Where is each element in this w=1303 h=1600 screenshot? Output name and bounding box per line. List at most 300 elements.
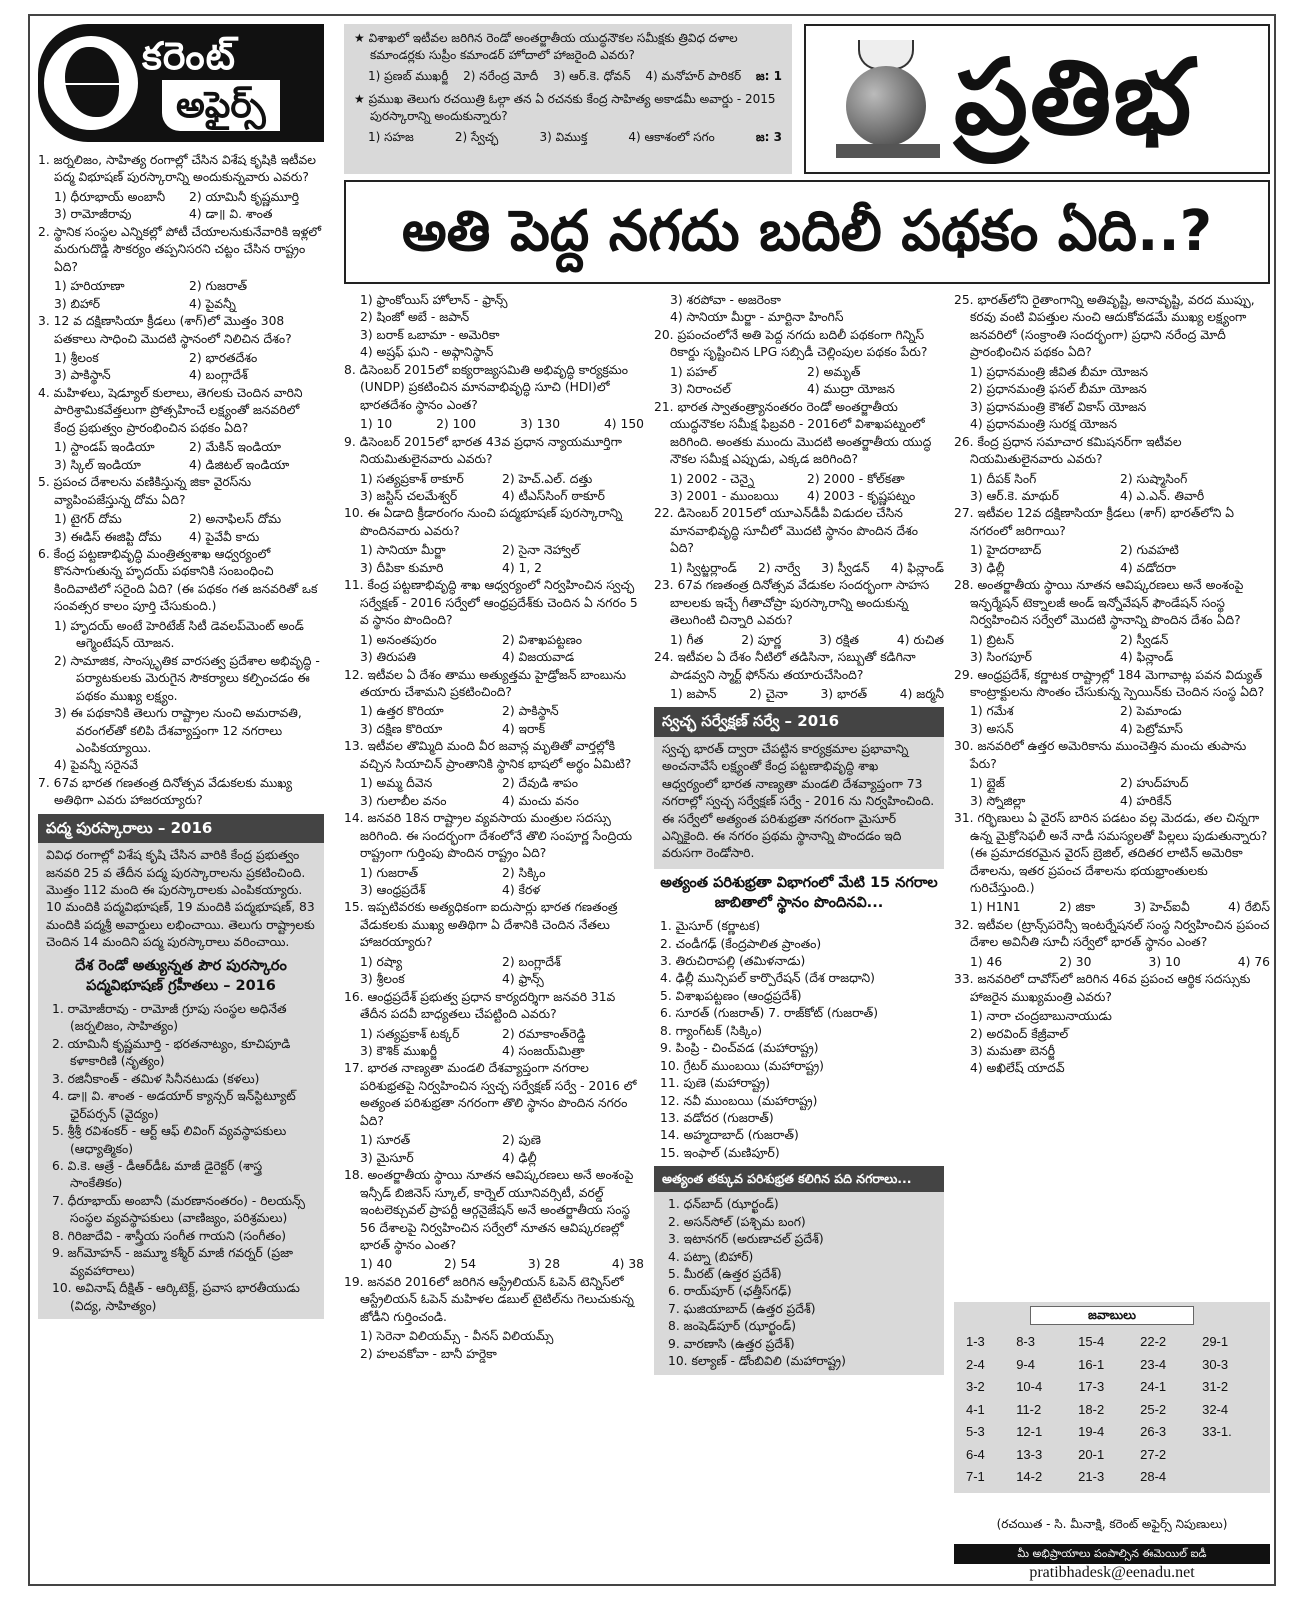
option: 2) 30 <box>1059 954 1092 969</box>
option: 2) పాకిస్థాన్ <box>502 704 559 719</box>
options <box>344 632 644 667</box>
option: 3) ఈ పథకానికి తెలుగు రాష్ట్రాల నుంచి అమరావతి, వరంగల్‌తో కలిపి దేశవ్యాప్తంగా 12 నగరాలు ఎంపికయ్యాయి. <box>54 706 302 755</box>
options <box>954 899 1270 916</box>
option: 3) 28 <box>527 1257 561 1272</box>
list-item: 4. పట్నా (బిహార్) <box>668 1249 754 1264</box>
option: 3) శరపోవా - అజరెంకా <box>670 293 781 307</box>
option: 2) బంగ్లాదేశ్ <box>502 954 561 969</box>
option: 2) 100 <box>436 417 477 432</box>
question: 29. ఆంధ్రప్రదేశ్, కర్ణాటక రాష్ట్రాల్లో 184 మెగావాట్ల పవన విద్యుత్ కాంట్రాక్టులను సొంతం చేసుకున్న స్పెయిన్‌కు చెందిన సంస్థ ఏది? <box>954 667 1265 699</box>
answer-cell: 28-4 <box>1140 1469 1167 1485</box>
option: 2) సిక్కిం <box>502 865 546 880</box>
option: 4) అష్రఫ్ ఘని - అఫ్గానిస్థాన్ <box>360 345 494 360</box>
top-question: ★ ప్రముఖ తెలుగు రచయిత్రి ఓల్గా తన ఏ రచనకు కేంద్ర సాహిత్య అకాడమీ అవార్డు - 2015 పురస్కారాన్ని అందుకున్నారు? <box>354 92 776 124</box>
options <box>654 686 944 703</box>
answer-cell: 26-3 <box>1140 1424 1167 1440</box>
option: 1) దీపక్ సింగ్ <box>970 471 1037 486</box>
option: 1) శ్రీలంక <box>54 350 99 365</box>
options <box>954 954 1270 971</box>
answer-cell: 16-1 <box>1078 1356 1105 1372</box>
list-item: 14. అహ్మదాబాద్ (గుజరాత్) <box>660 1128 799 1143</box>
option: 1) అనంతపురం <box>360 632 437 647</box>
option: 2) సైనా నెహ్వాల్ <box>502 543 580 558</box>
question: 25. భారత్‌లోని రైతాంగాన్ని అతివృష్టి, అనావృష్టి, వరద ముప్పు, కరవు వంటి విపత్తుల నుంచి ఆదుకోవడమే ముఖ్య లక్ష్యంగా జనవరిలో (సంక్రాంతి సందర్భంగా) ప్రధాని నరేంద్ర మోదీ ప్రారంభించిన పథకం ఏది? <box>954 293 1255 360</box>
option: 4) 2003 - కృష్ణపట్నం <box>807 488 916 503</box>
option: 1) ఫ్రాంకోయిస్ హోలాన్ - ఫ్రాన్స్ <box>360 293 508 307</box>
newspaper-page <box>28 14 1276 1586</box>
answer-cell: 1-3 <box>966 1334 985 1350</box>
option: 2) సుష్మాసింగ్ <box>1120 471 1188 486</box>
list-item: 13. వడోదర (గుజరాత్) <box>660 1111 774 1126</box>
option: 4) పైవన్నీ సరైనవే <box>54 758 139 773</box>
options <box>954 364 1270 434</box>
answer-cell: 5-3 <box>966 1424 985 1440</box>
option: 4) 38 <box>611 1257 644 1272</box>
swachh-body: స్వచ్ఛ భారత్ ద్వారా చేపట్టిన కార్యక్రమాల ప్రభావాన్ని అంచనావేసే లక్ష్యంతో కేంద్ర పట్టణాభివృద్ధి శాఖ ఆధ్వర్యంలో భారత నాణ్యతా మండలి దేశవ్యాప్తంగా 73 నగరాల్లో స్వచ్ఛ సర్వేక్షణ్ సర్వే - 2016 ను నిర్వహించింది. ఈ సర్వేలో అత్యంత పరిశుభ్రతా నగరంగా మైసూర్ ఎన్నికైంది. ఈ నగరం ప్రథమ స్థానాన్ని పొందడం ఇది వరుసగా రెండోసారి. <box>662 741 935 861</box>
option: 4) ముద్రా యోజన <box>807 382 895 397</box>
swachh-section <box>654 737 944 869</box>
option: 3) స్కిల్ ఇండియా <box>54 457 141 472</box>
options <box>954 632 1270 667</box>
pratibha-brand <box>804 24 1270 174</box>
option: 4) డా॥ వి. శాంత <box>189 207 273 222</box>
option: 2) స్వేచ్ఛ <box>454 130 499 145</box>
option: 1) గుజరాత్ <box>360 865 419 880</box>
options <box>344 416 644 433</box>
question: 26. కేంద్ర ప్రధాన సమాచార కమిషనర్‌గా ఇటీవల నియమితులైనవారు ఎవరు? <box>954 434 1182 467</box>
question: 10. ఈ ఏడాది క్రీడారంగం నుంచి పద్మభూషణ్ పురస్కారాన్ని పొందినవారు ఎవరు? <box>344 506 623 538</box>
option: 3) మమతా బెనర్జీ <box>970 1044 1056 1059</box>
options <box>344 471 644 506</box>
top-question: ★ విశాఖలో ఇటీవల జరిగిన రెండో అంతర్జాతీయ యుద్ధనౌకల సమీక్షకు త్రివిధ దళాల కమాండర్లకు సుప్రీం కమాండర్ హోదాలో హాజరైంది ఎవరు? <box>354 31 738 63</box>
globe-icon <box>44 36 138 130</box>
option: 1) హృదయ్ అంటే హెరిటేజ్ సిటీ డెవలప్‌మెంట్ అండ్ ఆగ్మెంటేషన్ యోజన. <box>54 618 304 651</box>
option: 1) సానియా మీర్జా <box>360 543 446 558</box>
option: 4) జర్మనీ <box>899 686 944 701</box>
options <box>654 471 944 506</box>
answer-cell <box>1196 1466 1264 1488</box>
option: 2) స్వీడన్ <box>1120 632 1169 647</box>
question: 23. 67వ గణతంత్ర దినోత్సవ వేడుకల సందర్భంగా సాహస బాలలకు ఇచ్చే గీతాచోప్రా పురస్కారాన్ని అందుకున్న తెలుగింటి చిన్నారి ఎవరు? <box>654 578 930 628</box>
options <box>344 703 644 738</box>
option: 1) జపాన్ <box>670 686 717 701</box>
answer-cell: 18-2 <box>1078 1401 1105 1417</box>
option: 4) పైవన్నీ <box>189 296 236 311</box>
options <box>654 632 944 649</box>
column-1 <box>38 152 324 1319</box>
question: 15. ఇప్పటివరకు అత్యధికంగా ఐదుసార్లు భారత గణతంత్ర వేడుకలకు ముఖ్య అతిథిగా ఏ దేశానికి చెందిన నేతలు హాజరయ్యారు? <box>344 900 618 950</box>
page-headline: అతి పెద్ద నగదు బదిలీ పథకం ఏది..? <box>344 180 1270 284</box>
column-2 <box>344 292 644 1363</box>
option: 4) ప్రధానమంత్రి సురక్ష యోజన <box>970 417 1117 432</box>
options <box>344 954 644 989</box>
answer-cell: 11-2 <box>1016 1401 1042 1417</box>
option: 3) భారత్ <box>820 686 868 701</box>
option: 3) ఈడిస్ ఈజిప్టి దోమ <box>54 529 162 544</box>
option: 3) పాకిస్థాన్ <box>54 368 111 383</box>
option: 3) విముక్త <box>539 130 588 145</box>
answer-cell: 13-3 <box>1016 1446 1043 1462</box>
answer-row <box>960 1354 1264 1376</box>
question: 4. మహిళలు, షెడ్యూల్ కులాలు, తెగలకు చెందిన వారిని పారిశ్రామికవేత్తలుగా ప్రోత్సహించే లక్ష్యంతో జనవరిలో కేంద్ర ప్రభుత్వం ప్రారంభించిన పథకం ఏది? <box>38 385 303 435</box>
option: 3) ఆంధ్రప్రదేశ్ <box>360 882 426 897</box>
padma-subheading: దేశ రెండో అత్యున్నత పౌర పురస్కారం పద్మవిభూషణ్ గ్రహీతలు – 2016 <box>75 957 287 995</box>
option: 4) వడోదరా <box>1120 560 1176 575</box>
option: 1) 40 <box>360 1257 393 1272</box>
list-item: 9. వారణాసి (ఉత్తర ప్రదేశ్) <box>668 1336 795 1351</box>
option: 1) స్టాండప్ ఇండియా <box>54 440 155 455</box>
option: 1) సత్యప్రకాశ్ ఠాకూర్ <box>360 471 464 486</box>
option: 2) సామాజిక, సాంస్కృతిక వారసత్వ ప్రదేశాల అభివృద్ధి - పర్యాటకులకు మెరుగైన సౌకర్యాలు కల్పించడం ఈ పథకం ముఖ్య లక్ష్యం. <box>54 653 320 703</box>
option: 3) దక్షిణ కొరియా <box>360 721 443 736</box>
answers-table <box>960 1331 1264 1488</box>
question: 19. జనవరి 2016లో జరిగిన ఆస్ట్రేలియన్ ఓపెన్ టెన్నిస్‌లో ఆస్ట్రేలియన్ ఓపెన్ మహిళల డబుల్ టైటిల్‌ను గెలుచుకున్న జోడీని గుర్తించండి. <box>344 1274 634 1324</box>
list-item: 5. మీరట్ (ఉత్తర ప్రదేశ్) <box>668 1266 782 1281</box>
options <box>344 1256 644 1273</box>
option: 3) తిరుపతి <box>360 650 417 665</box>
list-item: 8. జంషెడ్‌పూర్ (ఝార్ఖండ్) <box>668 1319 797 1334</box>
option: 4) సానియా మీర్జా - మార్టినా హింగిస్ <box>670 310 844 325</box>
option: 4) సంజయ్‌మిత్రా <box>502 1044 585 1059</box>
question: 3. 12 వ దక్షిణాసియా క్రీడలు (శాగ్)లో మొత్తం 308 పతకాలు సాధించి మొదటి స్థానంలో నిలిచిన దేశం? <box>38 314 292 346</box>
option: 4) బంగ్లాదేశ్ <box>189 368 248 383</box>
option: 2) నరేంద్ర మోదీ <box>463 69 539 84</box>
option: 4) ఢిల్లీ <box>502 1150 537 1165</box>
options <box>38 618 324 775</box>
option: 2) హుద్‌హుద్ <box>1120 776 1189 791</box>
logo-line2: అఫైర్స్ <box>162 80 280 131</box>
option: 3) ఆర్.కె. మాథుర్ <box>970 488 1059 503</box>
answer-cell: 27-2 <box>1140 1446 1167 1462</box>
option: 2) భారతదేశం <box>189 350 258 365</box>
option: 1) H1N1 <box>970 900 1021 915</box>
question: 7. 67వ భారత గణతంత్ర దినోత్సవ వేడుకలకు ముఖ్య అతిథిగా ఎవరు హాజరయ్యారు? <box>38 775 293 808</box>
option: 3) స్వీడన్ <box>821 560 870 575</box>
answer-row <box>960 1331 1264 1353</box>
option: 2) జికా <box>1058 900 1096 915</box>
column-4 <box>954 292 1270 1078</box>
option: 4) డిజిటల్ ఇండియా <box>189 457 290 472</box>
options <box>654 292 944 327</box>
option: 2) విశాఖపట్టణం <box>502 632 583 647</box>
option: 4) అఖిలేష్ యాదవ్ <box>970 1061 1065 1076</box>
list-item: 6. రాయ్‌పూర్ (ఛత్తీస్‌గఢ్) <box>668 1284 792 1299</box>
option: 1) ప్రణబ్ ముఖర్జీ <box>368 69 449 84</box>
option: 3) మైసూర్ <box>360 1150 414 1165</box>
question: 11. కేంద్ర పట్టణాభివృద్ధి శాఖ ఆధ్వర్యంలో నిర్వహించిన స్వచ్ఛ సర్వేక్షణ్ - 2016 సర్వేలో ఆంధ్రప్రదేశ్‌కు చెందిన ఏ నగరం 5 వ స్థానం పొందింది? <box>344 578 638 628</box>
option: 3) ఢిల్లీ <box>970 560 1005 575</box>
option: 3) జస్టిస్ చలమేశ్వర్ <box>360 488 458 503</box>
option: 2) యామినీ కృష్ణమూర్తి <box>189 189 300 204</box>
question: 33. జనవరిలో దావోస్‌లో జరిగిన 46వ ప్రపంచ ఆర్థిక సదస్సుకు హాజరైన ముఖ్యమంత్రి ఎవరు? <box>954 972 1251 1004</box>
list-item: 8. గ్యాంగ్‌టక్ (సిక్కిం) <box>660 1023 763 1038</box>
option: 3) గులాబీల వనం <box>360 793 447 808</box>
answer-cell: 32-4 <box>1202 1401 1229 1417</box>
options <box>344 1026 644 1061</box>
option: 3) 10 <box>1148 954 1181 969</box>
option: 4) రేబిస్ <box>1228 900 1270 915</box>
option: 2) అరవింద్ కేజ్రీవాల్ <box>970 1026 1069 1041</box>
books-icon <box>836 144 940 158</box>
email-address: pratibhadesk@eenadu.net <box>1029 1564 1195 1581</box>
answer-cell: 17-3 <box>1078 1379 1105 1395</box>
option: 1) అమ్మ దీవెన <box>360 776 433 791</box>
option: 2) దేవుడి శాపం <box>502 776 578 791</box>
answer-cell: 2-4 <box>966 1356 985 1372</box>
option: 1) సహజ <box>368 130 414 145</box>
option: 2) 2000 - కోల్‌కతా <box>807 471 905 486</box>
options <box>954 775 1270 810</box>
option: 2) చైనా <box>749 686 788 701</box>
options <box>654 364 944 399</box>
option: 3) దీపికా కుమారి <box>360 560 444 575</box>
option: 4) 76 <box>1237 954 1270 969</box>
options <box>954 1008 1270 1078</box>
option: 4) మంచు వనం <box>502 793 579 808</box>
option: 3) ప్రధానమంత్రి కౌశల్ వికాస్ యోజన <box>970 399 1147 414</box>
option: 3) స్నోజిల్లా <box>970 793 1026 808</box>
option: 1) సెరెనా విలియమ్స్ - వీనస్ విలియమ్స్ <box>360 1329 554 1344</box>
list-item: 2. యామినీ కృష్ణమూర్తి - భరతనాట్యం, కూచిపూడి కళాకారిణి (నృత్యం) <box>52 1036 291 1069</box>
options <box>954 471 1270 506</box>
list-item: 6. వి.కె. ఆత్రే - డీఆర్‌డీఓ మాజీ డైరెక్టర్ (శాస్త్ర సాంకేతికం) <box>52 1159 263 1191</box>
question: 17. భారత నాణ్యతా మండలి దేశవ్యాప్తంగా నగరాల పరిశుభ్రతపై నిర్వహించిన స్వచ్ఛ సర్వేక్షణ్ సర్వే - 2016 లో అత్యంత పరిశుభ్రతా నగరంగా తొలి స్థానం పొందిన నగరం ఏది? <box>344 1061 637 1128</box>
list-item: 7. ఘజియాబాద్ (ఉత్తర ప్రదేశ్) <box>668 1301 816 1316</box>
option: 1) నారా చంద్రబాబునాయుడు <box>970 1009 1112 1024</box>
list-item: 1. రామోజీరావు - రామోజీ గ్రూపు సంస్థల అధినేత (జర్నలిజం, సాహిత్యం) <box>52 1001 287 1034</box>
option: 2) 54 <box>443 1257 477 1272</box>
answer-row <box>960 1421 1264 1443</box>
option: 1) బ్రిటన్ <box>970 632 1015 647</box>
option: 3) అసన్ <box>970 721 1014 736</box>
option: 1) పహల్ <box>670 364 717 379</box>
question: 27. ఇటీవల 12వ దక్షిణాసియా క్రీడలు (శాగ్) భారత్‌లోని ఏ నగరంలో జరిగాయి? <box>954 506 1235 538</box>
list-item: 11. పుణె (మహారాష్ట్ర) <box>660 1076 770 1091</box>
question: 8. డిసెంబర్ 2015లో ఐక్యరాజ్యసమితి అభివృద్ధి కార్యక్రమం (UNDP) ప్రకటించిన మానవాభివృద్ధి సూచి (HDI)లో భారతదేశం స్థానం ఎంత? <box>344 362 629 412</box>
question: 21. భారత స్వాతంత్ర్యానంతరం రెండో అంతర్జాతీయ యుద్ధనౌకల సమీక్ష ఫిబ్రవరి - 2016లో విశాఖపట్నంలో జరిగింది. అంతకు ముందు మొదటి అంతర్జాతీయ యుద్ధ నౌకల సమీక్ష ఎప్పుడు, ఎక్కడ జరిగింది? <box>654 399 932 467</box>
options <box>344 542 644 577</box>
top-answer: జ: 3 <box>755 130 782 145</box>
answer-row <box>960 1376 1264 1398</box>
option: 2) రమాకాంత్‌రెడ్డి <box>502 1026 586 1041</box>
list-item: 4. డా॥ వి. శాంత - అడయార్ క్యాన్సర్ ఇన్‌స్టిట్యూట్ ఛైర్‌పర్సన్ (వైద్యం) <box>52 1089 296 1121</box>
option: 4) ఫిన్లాండ్ <box>890 560 944 575</box>
answer-cell: 30-3 <box>1202 1356 1229 1372</box>
option: 3) 130 <box>520 417 561 432</box>
options <box>344 865 644 900</box>
option: 4) మనోహర్ పారికర్ <box>645 69 742 84</box>
answer-row <box>960 1444 1264 1466</box>
swachh-bottom10-heading: అత్యంత తక్కువ పరిశుభ్రత కలిగిన పది నగరాలు... <box>654 1166 944 1192</box>
list-item: 9. జగ్‌మోహన్ - జమ్మూ కశ్మీర్ మాజీ గవర్నర్ (ప్రజా వ్యవహారాలు) <box>52 1246 294 1278</box>
globe-icon <box>846 66 926 146</box>
padma-section <box>38 843 324 1319</box>
option: 2) షింజో అబే - జపాన్ <box>360 310 470 325</box>
answer-cell <box>1196 1444 1264 1466</box>
option: 1) ప్రధానమంత్రి జీవిత బీమా యోజన <box>970 364 1149 379</box>
option: 3) ఆర్.కె. ధోవన్ <box>552 69 631 84</box>
question: 1. జర్నలిజం, సాహిత్య రంగాల్లో చేసిన విశేష కృషికి ఇటీవల పద్మ విభూషణ్ పురస్కారాన్ని అందుకున్నవారు ఎవరు? <box>38 153 317 185</box>
question: 12. ఇటీవల ఏ దేశం తాము అత్యుత్తమ హైడ్రోజన్ బాంబును తయారు చేశామని ప్రకటించింది? <box>344 667 627 699</box>
swachh-top15-heading: అత్యంత పరిశుభ్రతా విభాగంలో మేటి 15 నగరాల జాబితాలో స్థానం పొందినవి... <box>660 874 938 912</box>
options <box>38 439 324 474</box>
option: 3) బిహార్ <box>54 296 101 311</box>
answer-cell: 19-4 <box>1078 1424 1105 1440</box>
answer-cell: 33-1. <box>1202 1424 1232 1440</box>
answer-cell: 10-4 <box>1016 1379 1043 1395</box>
question: 32. ఇటీవల (ట్రాన్స్‌పరెన్సీ ఇంటర్నేషనల్ సంస్థ నిర్వహించిన ప్రపంచ దేశాల అవినీతి సూచీ సర్వేలో భారత్ స్థానం ఎంత? <box>954 917 1270 950</box>
options <box>344 1328 644 1363</box>
option: 3) రామోజీరావు <box>54 207 132 222</box>
list-item: 5. విశాఖపట్టణం (ఆంధ్రప్రదేశ్) <box>660 988 802 1003</box>
brand-title: ప్రతిభ <box>954 36 1194 158</box>
list-item: 12. నవీ ముంబయి (మహారాష్ట్ర) <box>660 1093 818 1108</box>
answer-cell: 31-2 <box>1202 1379 1229 1395</box>
option: 2) అనాఫిలస్ దోమ <box>189 512 282 527</box>
padma-body: వివిధ రంగాల్లో విశేష కృషి చేసిన వారికి కేంద్ర ప్రభుత్వం జనవరి 25 వ తేదీన పద్మ పురస్కారాలను ప్రకటించింది. మొత్తం 112 మంది ఈ పురస్కారాలకు ఎంపికయ్యారు. 10 మందికి పద్మవిభూషణ్, 19 మందికి పద్మభూషణ్, 83 మందికి పద్మశ్రీ అవార్డులు లభించాయి. తెలుగు రాష్ట్రాలకు చెందిన 14 మందిని పద్మ పురస్కారాలు వరించాయి. <box>46 848 315 950</box>
option: 2) గుజరాత్ <box>189 279 248 294</box>
question: 16. ఆంధ్రప్రదేశ్ ప్రభుత్వ ప్రధాన కార్యదర్శిగా జనవరి 31వ తేదీన పదవీ బాధ్యతలు చేపట్టింది ఎవరు? <box>344 989 616 1022</box>
options <box>954 542 1270 577</box>
options <box>654 560 944 577</box>
options <box>38 189 324 224</box>
question: 13. ఇటీవల తొమ్మిది మంది వీర జవాన్ల మృతితో వార్తల్లోకి వచ్చిన సియాచిన్ ప్రాంతానికి స్థానిక భాషలో అర్థం ఏమిటి? <box>344 739 632 771</box>
answer-cell: 4-1 <box>966 1401 985 1417</box>
option: 4) ఆకాశంలో సగం <box>628 130 715 145</box>
answer-cell: 14-2 <box>1016 1469 1043 1485</box>
option: 3) హెచ్‌ఐవీ <box>1133 900 1190 915</box>
question: 24. ఇటీవల ఏ దేశం నీటిలో తడిసినా, సబ్బుతో కడిగినా పాడవ్వని స్మార్ట్ ఫోన్‌ను తయారుచేసింది? <box>654 650 916 682</box>
answer-cell: 21-3 <box>1078 1469 1105 1485</box>
option: 2) ప్రధానమంత్రి ఫసల్ బీమా యోజన <box>970 382 1147 397</box>
option: 1) రష్యా <box>360 954 403 969</box>
writer-credit: (రచయిత - సి. మీనాక్షి, కరెంట్ అఫైర్స్ నిపుణులు) <box>996 1517 1228 1531</box>
list-item: 10. కల్యాణ్ - డోంబివిలి (మహారాష్ట్ర) <box>668 1354 846 1369</box>
current-affairs-logo <box>38 24 324 142</box>
option: 1) ఉత్తర కొరియా <box>360 704 444 719</box>
option: 1) టైగర్ దోమ <box>54 512 122 527</box>
option: 1) హరియాణా <box>54 279 125 294</box>
list-item: 8. గిరిజాదేవి - శాస్త్రీయ సంగీత గాయని (సంగీతం) <box>52 1228 287 1243</box>
option: 4) విజయవాడ <box>502 650 575 665</box>
option: 1) 46 <box>970 954 1003 969</box>
answers-box <box>954 1302 1270 1493</box>
answer-cell: 22-2 <box>1140 1334 1167 1350</box>
list-item: 3. రజినీకాంత్ - తమిళ సినీనటుడు (కళలు) <box>52 1071 260 1086</box>
option: 2) నార్వే <box>757 560 801 575</box>
option: 1) 2002 - చెన్నై <box>670 471 755 486</box>
option: 1) హైదరాబాద్ <box>970 543 1042 558</box>
option: 3) కౌశిక్ ముఖర్జీ <box>360 1044 438 1059</box>
question: 9. డిసెంబర్ 2015లో భారత 43వ ప్రధాన న్యాయమూర్తిగా నియమితులైనవారు ఎవరు? <box>344 434 622 467</box>
option: 1) స్విట్జర్లాండ్ <box>670 560 737 575</box>
option: 1) గీత <box>670 632 704 647</box>
list-item: 7. ధీరూభాయ్ అంబానీ (మరణానంతరం) - రిలయన్స్ సంస్థల వ్యవస్థాపకులు (వాణిజ్యం, పరిశ్రమలు) <box>52 1193 306 1226</box>
top-options <box>354 68 782 85</box>
logo-line1: కరెంట్ <box>142 34 236 78</box>
list-item: 3. ఇటానగర్ (అరుణాచల్ ప్రదేశ్) <box>668 1232 824 1247</box>
top-options <box>354 129 782 146</box>
option: 4) కేరళ <box>502 882 541 897</box>
answer-cell: 9-4 <box>1016 1356 1035 1372</box>
list-item: 10. గ్రేటర్ ముంబయి (మహారాష్ట్ర) <box>660 1058 824 1073</box>
options <box>344 1132 644 1167</box>
answer-row <box>960 1399 1264 1421</box>
question: 20. ప్రపంచంలోనే అతి పెద్ద నగదు బదిలీ పథకంగా గిన్నిస్ రికార్డు సృష్టించిన LPG సబ్సిడీ చెల్లింపుల పథకం పేరు? <box>654 327 928 360</box>
answers-title: జవాబులు <box>1030 1306 1194 1325</box>
answer-cell: 15-4 <box>1078 1334 1105 1350</box>
question: 6. కేంద్ర పట్టణాభివృద్ధి మంత్రిత్వశాఖ ఆధ్వర్యంలో కొనసాగుతున్న హృదయ్ పథకానికి సంబంధించి కిందివాటిలో సరైంది ఏది? (ఈ పథకం గత జనవరితో ఒక సంవత్సర కాలం పూర్తి చేసుకుంది.) <box>38 546 318 614</box>
option: 2) హెచ్.ఎల్. దత్తు <box>502 471 593 486</box>
answer-cell: 8-3 <box>1016 1334 1035 1350</box>
option: 2) పుణె <box>502 1133 541 1148</box>
options <box>344 775 644 810</box>
option: 2) అమృత్ <box>807 364 861 379</box>
option: 1) 10 <box>360 417 393 432</box>
answer-cell: 12-1 <box>1016 1424 1043 1440</box>
list-item: 2. చండీగఢ్ (కేంద్రపాలిత ప్రాంతం) <box>660 936 822 951</box>
question: 5. ప్రపంచ దేశాలను వణికిస్తున్న జికా వైరస్‌ను వ్యాపింపజేస్తున్న దోమ ఏది? <box>38 475 252 507</box>
answer-cell: 25-2 <box>1140 1401 1167 1417</box>
option: 4) రుచిత <box>896 632 944 647</box>
question: 28. అంతర్జాతీయ స్థాయి నూతన ఆవిష్కరణలు అనే అంశంపై ఇన్ఫర్మేషన్ టెక్నాలజీ అండ్ ఇన్నోవేషన్ ఫౌండేషన్ సంస్థ నిర్వహించిన సర్వేలో మొదటి స్థానాన్ని పొందిన దేశం ఏది? <box>954 578 1244 628</box>
option: 2) గువహటి <box>1120 543 1179 558</box>
options <box>954 703 1270 738</box>
answer-cell: 23-4 <box>1140 1356 1167 1372</box>
option: 4) పైవేవీ కాదు <box>189 529 260 544</box>
answer-cell: 29-1 <box>1202 1334 1229 1350</box>
option: 4) ఫ్రాన్స్ <box>502 972 544 987</box>
option: 1) గమేశ <box>970 704 1014 719</box>
question: 31. గర్భిణులు ఏ వైరస్ బారిన పడటం వల్ల మెదడు, తల చిన్నగా ఉన్న మైక్రోసెఫలీ అనే నాడీ సమస్యలతో పిల్లలు పుడుతున్నారు? (ఈ ప్రమాదకరమైన వైరస్ బ్రెజిల్, తదితర లాటిన్ అమెరికా దేశాలను, ఇతర ప్రపంచ దేశాలను భయభ్రాంతులకు గురిచేస్తుంది.) <box>954 811 1268 895</box>
padma-section-title: పద్మ పురస్కారాలు – 2016 <box>38 814 324 843</box>
list-item: 6. సూరత్ (గుజరాత్) 7. రాజ్‌కోట్ (గుజరాత్) <box>660 1006 879 1021</box>
answer-cell: 6-4 <box>966 1446 985 1462</box>
option: 3) బరాక్ ఒబామా - అమెరికా <box>360 327 500 342</box>
option: 4) 1, 2 <box>502 560 542 575</box>
option: 1) ధీరూభాయ్ అంబానీ <box>54 189 166 204</box>
list-item: 15. ఇంఫాల్ (మణిపూర్) <box>660 1145 780 1160</box>
option: 4) ఎ.ఎన్. తివారీ <box>1120 488 1205 503</box>
list-item: 9. పింప్రి - చించ్‌వడ (మహారాష్ట్ర) <box>660 1041 819 1056</box>
options <box>38 511 324 546</box>
list-item: 5. శ్రీశ్రీ రవిశంకర్ - ఆర్ట్ ఆఫ్ లివింగ్ వ్యవస్థాపకులు (ఆధ్యాత్మికం) <box>52 1124 287 1156</box>
question: 22. డిసెంబర్ 2015లో యూఎన్‌డీపీ విడుదల చేసిన మానవాభివృద్ధి సూచీలో మొదటి స్థానం పొందిన దేశం ఏది? <box>654 506 919 556</box>
list-item: 1. మైసూర్ (కర్ణాటక) <box>660 919 761 934</box>
answer-row <box>960 1466 1264 1488</box>
answer-cell: 3-2 <box>966 1379 985 1395</box>
question: 2. స్థానిక సంస్థల ఎన్నికల్లో పోటీ చేయాలనుకునేవారికి ఇళ్లలో మరుగుదొడ్డి సౌకర్యం తప్పనిసరని చట్టం చేసిన రాష్ట్రం ఏది? <box>38 224 322 274</box>
answer-cell: 7-1 <box>966 1469 985 1485</box>
list-item: 4. ఢిల్లీ మున్సిపల్ కార్పొరేషన్ (దేశ రాజధాని) <box>660 971 875 986</box>
option: 4) హరికేన్ <box>1120 793 1172 808</box>
option: 2) పూర్ణ <box>741 632 782 647</box>
option: 4) ఫిన్లాండ్ <box>1120 650 1174 665</box>
option: 3) సింగపూర్ <box>970 650 1032 665</box>
option: 4) 150 <box>603 417 644 432</box>
options <box>38 350 324 385</box>
option: 1) సత్యప్రకాశ్ టక్కర్ <box>360 1026 460 1041</box>
option: 1) సూరత్ <box>360 1133 411 1148</box>
option: 1) బ్లైజ్ <box>970 776 1005 791</box>
options <box>344 292 644 362</box>
option: 3) నిరాంచల్ <box>670 382 731 397</box>
option: 2) హలవకోవా - బానీ హర్డెకా <box>360 1346 497 1361</box>
option: 3) శ్రీలంక <box>360 972 405 987</box>
option: 3) రక్షిత <box>819 632 859 647</box>
answer-cell: 20-1 <box>1078 1446 1105 1462</box>
list-item: 3. తిరుచిరాపల్లి (తమిళనాడు) <box>660 953 806 968</box>
